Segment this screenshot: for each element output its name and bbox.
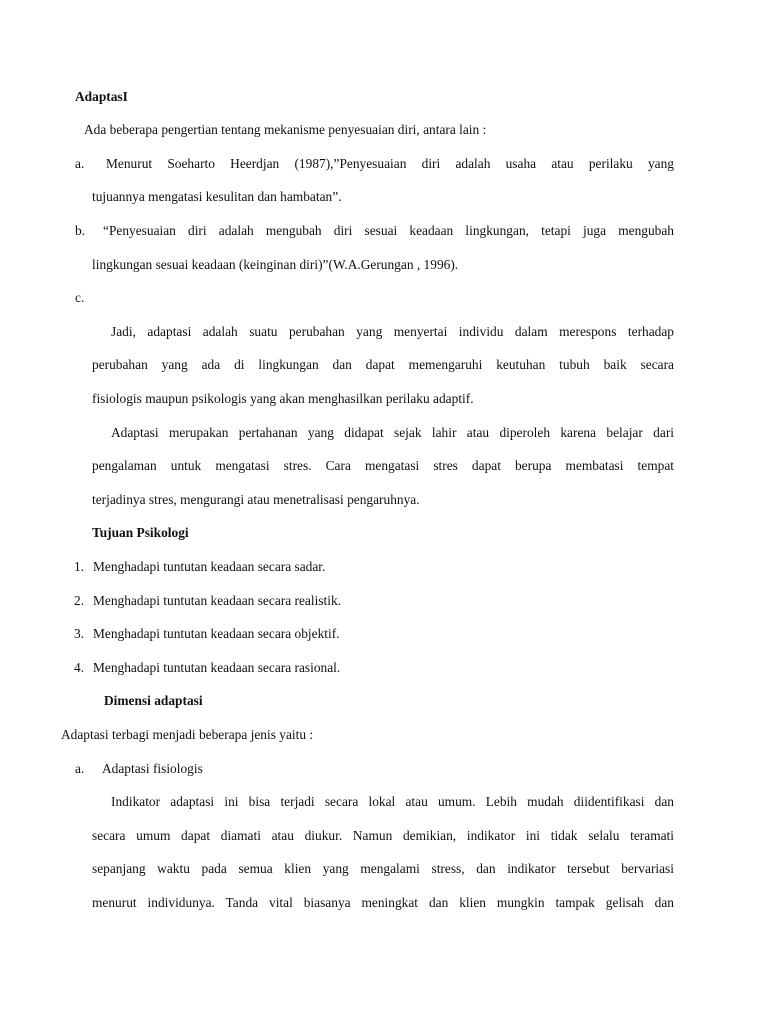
tujuan-item-4: Menghadapi tuntutan keadaan secara rasional. xyxy=(93,660,341,675)
dimensi-heading: Dimensi adaptasi xyxy=(104,693,203,708)
fisio-label: Adaptasi fisiologis xyxy=(102,761,203,776)
def-c-marker: c. xyxy=(75,290,85,305)
para1-line1: Jadi, adaptasi adalah suatu perubahan yang menyertai individu dalam merespons terhadap xyxy=(111,324,674,339)
para2-line1: Adaptasi merupakan pertahanan yang didapat sejak lahir atau diperoleh karena belajar dari xyxy=(111,425,674,440)
tujuan-item-3-num: 3. xyxy=(74,626,85,641)
tujuan-item-3: Menghadapi tuntutan keadaan secara objektif. xyxy=(93,626,340,641)
dimensi-intro: Adaptasi terbagi menjadi beberapa jenis yaitu : xyxy=(61,727,314,742)
para1-line3: fisiologis maupun psikologis yang akan menghasilkan perilaku adaptif. xyxy=(92,391,474,406)
tujuan-heading: Tujuan Psikologi xyxy=(92,525,189,540)
tujuan-item-2-num: 2. xyxy=(74,593,85,608)
tujuan-item-2: Menghadapi tuntutan keadaan secara realistik. xyxy=(93,593,341,608)
para2-line2: pengalaman untuk mengatasi stres. Cara mengatasi stres dapat berupa membatasi tempat xyxy=(92,458,674,473)
doc-title: AdaptasI xyxy=(75,89,128,104)
def-b-line2: lingkungan sesuai keadaan (keinginan diri)”(W.A.Gerungan , 1996). xyxy=(92,257,459,272)
tujuan-item-1-num: 1. xyxy=(74,559,85,574)
para3-line3: sepanjang waktu pada semua klien yang mengalami stress, dan indikator tersebut bervariasi xyxy=(92,861,674,876)
def-b-marker: b. xyxy=(75,223,86,238)
tujuan-item-1: Menghadapi tuntutan keadaan secara sadar. xyxy=(93,559,326,574)
intro-text: Ada beberapa pengertian tentang mekanisme penyesuaian diri, antara lain : xyxy=(84,122,487,137)
def-a-line2: tujuannya mengatasi kesulitan dan hambatan”. xyxy=(92,189,342,204)
para3-line1: Indikator adaptasi ini bisa terjadi secara lokal atau umum. Lebih mudah diidentifikasi dan xyxy=(111,794,674,809)
para3-line2: secara umum dapat diamati atau diukur. Namun demikian, indikator ini tidak selalu teramati xyxy=(92,828,674,843)
para1-line2: perubahan yang ada di lingkungan dan dapat memengaruhi keutuhan tubuh baik secara xyxy=(92,357,674,372)
para2-line3: terjadinya stres, mengurangi atau menetralisasi pengaruhnya. xyxy=(92,492,420,507)
tujuan-item-4-num: 4. xyxy=(74,660,85,675)
def-b-line1: “Penyesuaian diri adalah mengubah diri sesuai keadaan lingkungan, tetapi juga mengubah xyxy=(103,223,674,238)
def-a-line1: Menurut Soeharto Heerdjan (1987),”Penyesuaian diri adalah usaha atau perilaku yang xyxy=(106,156,674,171)
def-a-marker: a. xyxy=(75,156,85,171)
para3-line4: menurut individunya. Tanda vital biasanya meningkat dan klien mungkin tampak gelisah dan xyxy=(92,895,674,910)
fisio-marker: a. xyxy=(75,761,85,776)
